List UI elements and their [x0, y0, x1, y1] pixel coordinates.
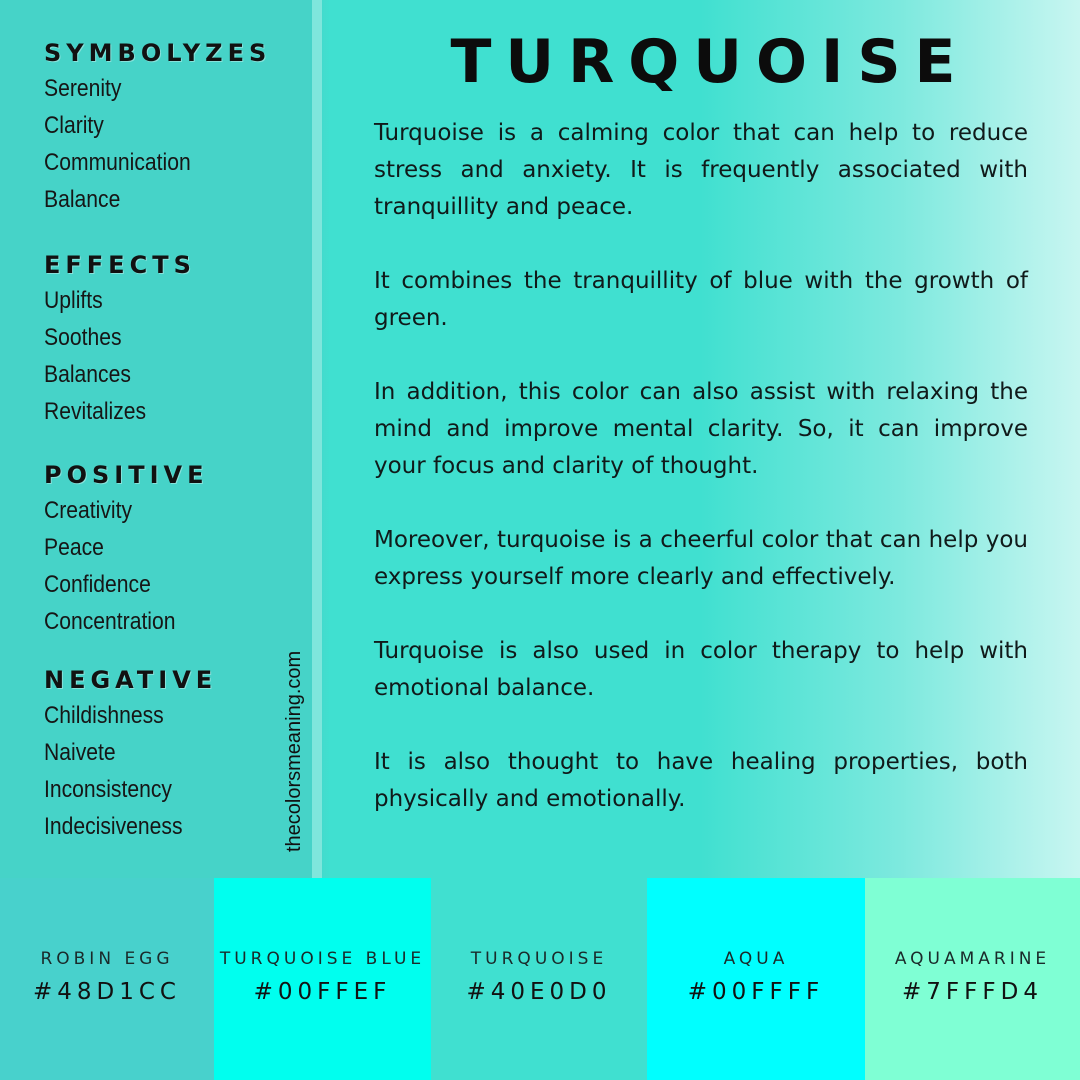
list-item: Indecisiveness: [44, 813, 183, 840]
list-item: Balance: [44, 186, 121, 213]
list-item: Soothes: [44, 324, 122, 351]
list-item: Peace: [44, 534, 104, 561]
paragraph: In addition, this color can also assist with relaxing the mind and improve mental clarity. So, it can improve your focus and clarity of thought.: [374, 379, 1028, 479]
swatch-robin-egg: [0, 878, 214, 1080]
description: [374, 115, 1028, 855]
list-item: Inconsistency: [44, 776, 172, 803]
swatch-name: TURQUOISE: [470, 949, 608, 969]
list-item: Revitalizes: [44, 398, 147, 425]
page-title: TURQUOISE: [450, 27, 970, 97]
swatch-turquoise: [431, 878, 647, 1080]
section-title: EFFECTS: [44, 251, 196, 279]
paragraph: Turquoise is also used in color therapy to help with emotional balance.: [374, 638, 1028, 701]
swatch-name: TURQUOISE BLUE: [219, 949, 426, 969]
swatch-name: AQUAMARINE: [894, 949, 1051, 969]
website-watermark: thecolorsmeaning.com: [283, 650, 305, 852]
list-item: Childishness: [44, 702, 164, 729]
section-negative: [44, 663, 217, 845]
swatch-aquamarine: [865, 878, 1080, 1080]
color-swatches: [0, 878, 1080, 1080]
section-positive: [44, 458, 208, 640]
swatch-name: ROBIN EGG: [40, 949, 174, 969]
section-title: POSITIVE: [44, 461, 209, 489]
section-title: NEGATIVE: [44, 666, 218, 694]
list-item: Communication: [44, 149, 191, 176]
list-item: Serenity: [44, 75, 122, 102]
swatch-hex: #40E0D0: [466, 979, 612, 1005]
section-symbolyzes: [44, 36, 271, 218]
list-item: Balances: [44, 361, 131, 388]
list-item: Concentration: [44, 608, 176, 635]
list-item: Creativity: [44, 497, 133, 524]
paragraph: Moreover, turquoise is a cheerful color that can help you express yourself more clearly and effectively.: [374, 527, 1028, 590]
swatch-hex: #00FFEF: [253, 979, 392, 1005]
section-effects: [44, 248, 196, 430]
swatch-aqua: [647, 878, 865, 1080]
paragraph: Turquoise is a calming color that can help to reduce stress and anxiety. It is frequently associated with tranquillity and peace.: [374, 120, 1028, 220]
swatch-hex: #7FFFD4: [902, 979, 1043, 1005]
sidebar-divider: [312, 0, 322, 878]
swatch-name: AQUA: [723, 949, 789, 969]
swatch-hex: #00FFFF: [687, 979, 825, 1005]
paragraph: It combines the tranquillity of blue with the growth of green.: [374, 268, 1028, 331]
paragraph: It is also thought to have healing properties, both physically and emotionally.: [374, 749, 1028, 812]
list-item: Naivete: [44, 739, 116, 766]
list-item: Clarity: [44, 112, 104, 139]
section-title: SYMBOLYZES: [44, 39, 272, 67]
list-item: Uplifts: [44, 287, 103, 314]
swatch-hex: #48D1CC: [32, 979, 181, 1005]
swatch-turquoise-blue: [214, 878, 431, 1080]
list-item: Confidence: [44, 571, 151, 598]
